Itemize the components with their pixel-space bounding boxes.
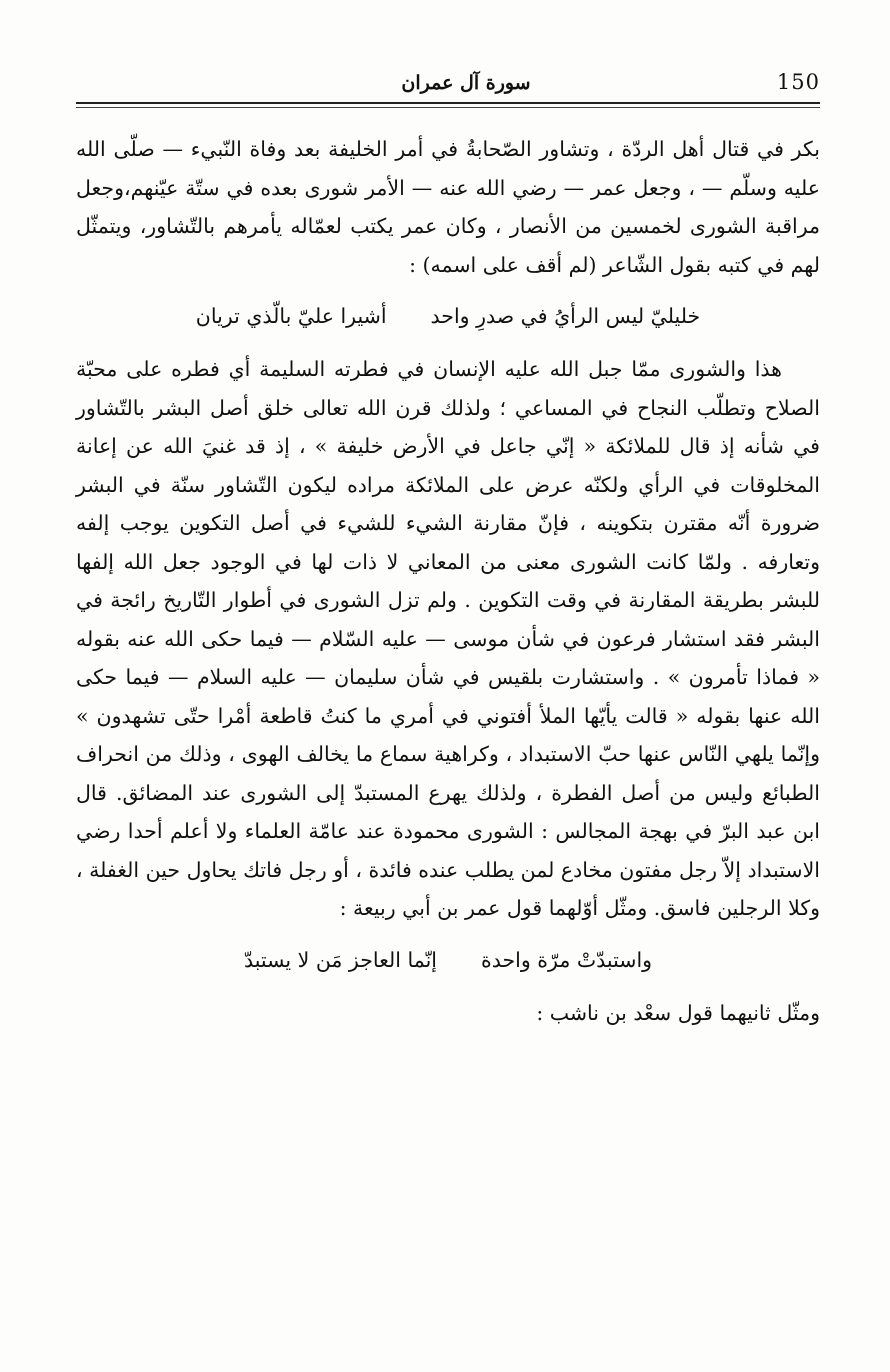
verse-1 xyxy=(76,296,820,336)
paragraph-1: بكر في قتال أهل الردّة ، وتشاور الصّحابةُ في أمر الخليفة بعد وفاة النّبيء — صلّى الله عليه وسلّم — ، وجعل عمر — رضي الله عنه — الأمر شورى بعده في ستّة عيّنهم،وجعل مراقبة الشورى لخمسين من الأنصار ، وكان عمر يكتب لعمّاله يأمرهم بالتّشاور، ويتمثّل لهم في كتبه بقول الشّاعر (لم أقف على اسمه) : xyxy=(76,137,820,277)
paragraph-2: هذا والشورى ممّا جبل الله عليه الإنسان في فطرته السليمة أي فطره على محبّة الصلاح وتطلّب النجاح في المساعي ؛ ولذلك قرن الله تعالى خلق أصل البشر بالتّشاور في شأنه إذ قال للملائكة « إنّي جاعل في الأرض خليفة » ، إذ قد غنيَ الله عن إعانة المخلوقات في الرأي ولكنّه عرض على الملائكة مراده ليكون التّشاور سنّة في البشر ضرورة أنّه مقترن بتكوينه ، فإنّ مقارنة الشيء للشيء في أصل التكوين يوجب إلفه وتعارفه . ولمّا كانت الشورى معنى من المعاني لا ذات لها في الوجود جعل الله إلفها للبشر بطريقة المقارنة في وقت التكوين . ولم تزل الشورى في أطوار التّاريخ رائجة في البشر فقد استشار فرعون في شأن موسى — عليه السّلام — فيما حكى الله عنه بقوله « فماذا تأمرون » . واستشارت بلقيس في شأن سليمان — عليه السلام — فيما حكى الله عنها بقوله « قالت يأيّها الملأ أفتوني في أمري ما كنتُ قاطعة أمْرا حتّى تشهدون » وإنّما يلهي النّاس عنها حبّ الاستبداد ، وكراهية سماع ما يخالف الهوى ، وذلك من انحراف الطبائع وليس من أصل الفطرة ، ولذلك يهرع المستبدّ إلى الشورى عند المضائق. قال ابن عبد البرّ في بهجة المجالس : الشورى محمودة عند عامّة العلماء ولا أعلم أحدا رضي الاستبداد إلاّ رجل مفتون مخادع لمن يطلب عنده فائدة ، أو رجل فاتك يحاول حين الغفلة ، وكلا الرجلين فاسق. ومثّل أوّلهما قول عمر بن أبي ربيعة : xyxy=(76,357,820,920)
page-header xyxy=(76,60,820,110)
header-rule-thin xyxy=(76,107,820,108)
page-number: 150 xyxy=(776,70,820,94)
paragraph-3: ومثّل ثانيهما قول سعْد بن ناشب : xyxy=(536,1000,820,1025)
verse-1-first-hemistich: خليليّ ليس الرأيُ في صدرِ واحد xyxy=(430,304,701,328)
verse-2 xyxy=(76,940,820,980)
verse-1-second-hemistich: أشيرا عليّ بالّذي تريان xyxy=(195,304,387,328)
page-body xyxy=(76,130,820,1032)
running-title: سورة آل عمران xyxy=(401,72,531,94)
verse-2-second-hemistich: إنّما العاجز مَن لا يستبدّ xyxy=(243,947,437,972)
header-rule xyxy=(76,102,820,104)
verse-2-first-hemistich: واستبدّتْ مرّة واحدة xyxy=(481,947,653,972)
